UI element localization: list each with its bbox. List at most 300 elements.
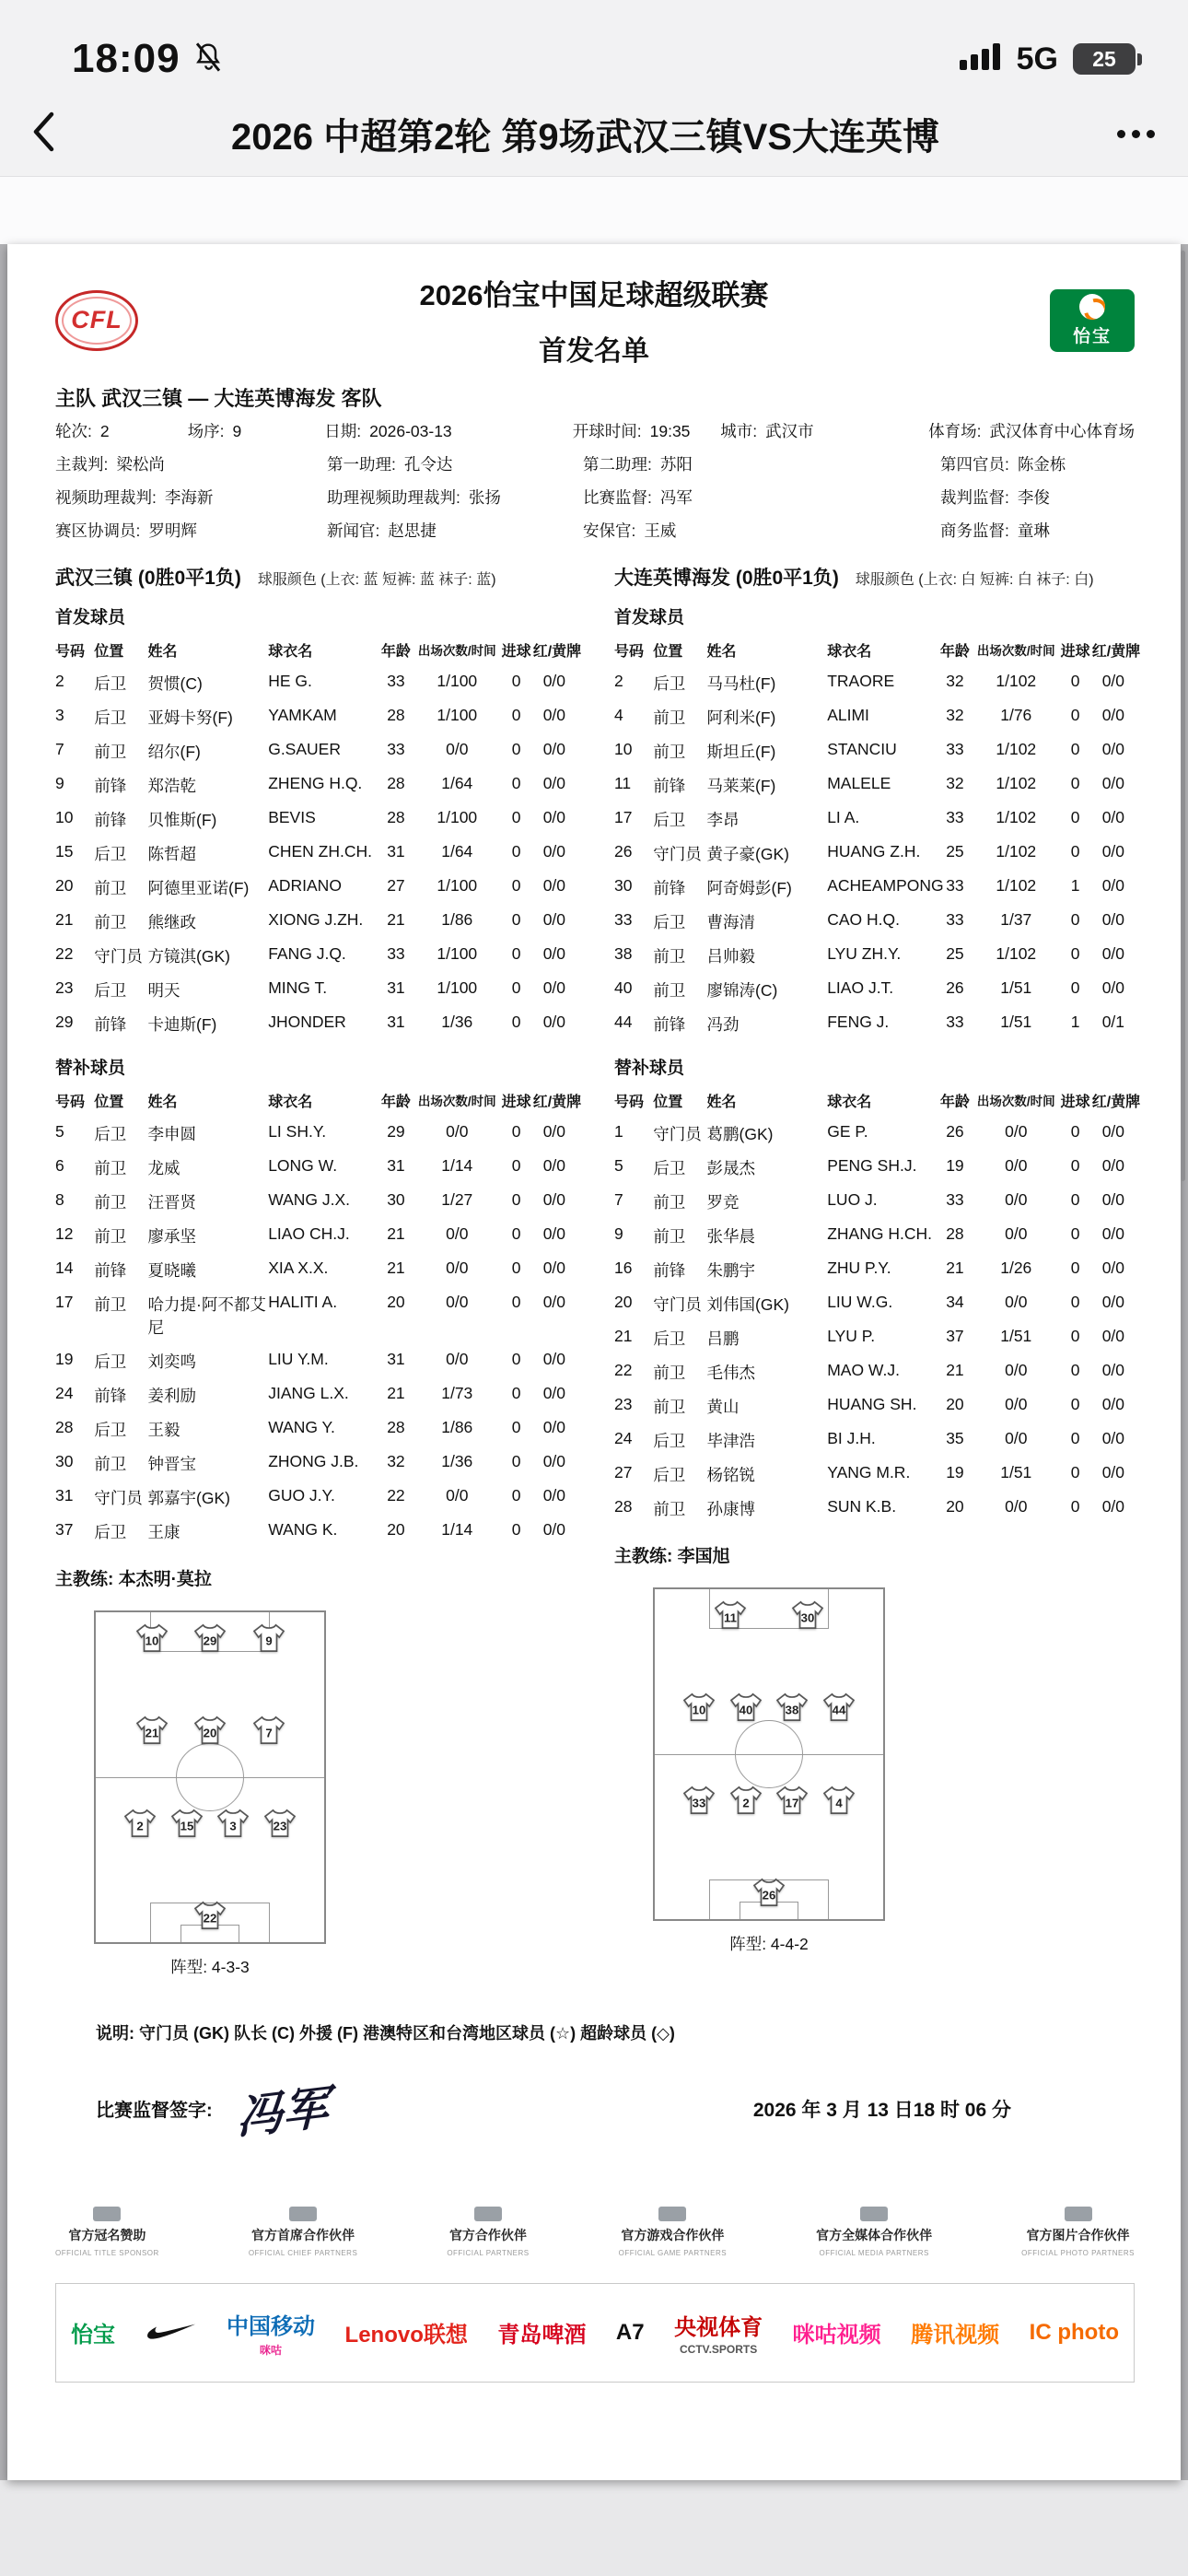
cell: 3	[55, 705, 64, 724]
cell: 前卫	[94, 1226, 127, 1246]
cell: 0	[511, 1258, 521, 1277]
info-pair	[573, 416, 721, 449]
cell: 0	[1070, 1224, 1080, 1243]
cell: 0	[511, 807, 521, 826]
partner-tier	[447, 2207, 529, 2257]
cell: ACHEAMPONG	[827, 875, 944, 895]
player-row	[614, 939, 1135, 973]
cell: 1/36	[441, 1451, 473, 1470]
cell: 0	[1070, 978, 1080, 997]
cell: 贝惟斯(F)	[147, 810, 217, 829]
info-value: 李俊	[1017, 487, 1050, 507]
cell: 罗竞	[706, 1192, 740, 1212]
info-value: 孔令达	[403, 454, 453, 474]
cell: 32	[946, 773, 964, 792]
cell: LIU W.G.	[827, 1292, 893, 1311]
col-header: 号码	[614, 1094, 645, 1110]
svg-text:38: 38	[786, 1703, 799, 1717]
cell: 0	[1070, 773, 1080, 792]
pitch-row	[670, 1786, 868, 1815]
player-shirt	[262, 1809, 297, 1838]
player-shirt	[134, 1715, 169, 1745]
player-shirt	[192, 1901, 227, 1930]
player-shirt	[751, 1878, 786, 1907]
info-pair	[940, 515, 1050, 548]
cell: 44	[614, 1012, 633, 1031]
player-row	[614, 973, 1135, 1007]
more-button[interactable]	[1115, 121, 1157, 147]
cell: 0/0	[1101, 1224, 1125, 1243]
cell: 钟晋宝	[147, 1454, 197, 1473]
info-pair	[55, 482, 327, 515]
supervisor-signature: 冯军	[236, 2078, 329, 2145]
formation-pitch-home	[94, 1610, 326, 1944]
cell: MING T.	[268, 978, 328, 997]
cell: 1/86	[441, 1417, 473, 1436]
network-label: 5G	[1016, 41, 1058, 76]
away-subs-table	[614, 1084, 1141, 1526]
tier-logo	[860, 2207, 888, 2221]
cell: 7	[614, 1189, 623, 1209]
col-header: 年龄	[939, 643, 970, 660]
col-header: 红/黄牌	[1091, 643, 1141, 660]
svg-text:26: 26	[762, 1888, 776, 1903]
cell: 21	[387, 909, 405, 929]
cell: 0/0	[1005, 1360, 1028, 1379]
cell: 21	[946, 1360, 964, 1379]
brand-label: 中国移动	[227, 2313, 316, 2339]
home-coach-line	[55, 1565, 576, 1590]
cell: 刘奕鸣	[147, 1352, 197, 1371]
col-header: 姓名	[706, 1094, 737, 1110]
cell: 阿利米(F)	[706, 708, 776, 727]
cell: 0/0	[542, 807, 566, 826]
document-viewer[interactable]	[0, 244, 1188, 2480]
cell: 前锋	[653, 776, 686, 795]
sheet-subtitle: 首发名单	[539, 336, 649, 367]
scrollbar[interactable]	[1181, 251, 1185, 1181]
cell: 阿奇姆彭(F)	[706, 878, 792, 897]
player-row	[55, 1446, 576, 1481]
cell: 0/0	[542, 1417, 566, 1436]
cell: 0/0	[542, 1383, 566, 1402]
center-circle	[735, 1720, 803, 1788]
cell: 0/0	[542, 1155, 566, 1175]
col-header: 号码	[614, 643, 645, 660]
yibao-ball-icon	[1079, 294, 1105, 320]
info-value: 19:35	[649, 422, 691, 440]
cell: 曹海清	[706, 912, 756, 931]
cell: 0/0	[1101, 1258, 1125, 1277]
player-row	[55, 666, 576, 700]
cell: 0	[511, 978, 521, 997]
cell: 0	[1070, 1258, 1080, 1277]
brand-sublabel: CCTV.SPORTS	[680, 2343, 758, 2356]
player-shirt	[122, 1809, 157, 1838]
cell: 李昂	[706, 810, 740, 829]
player-row	[614, 1389, 1135, 1423]
cell: 前卫	[653, 708, 686, 727]
cell: 吕帅毅	[706, 946, 756, 966]
player-row	[614, 666, 1135, 700]
cell: 20	[614, 1292, 633, 1311]
cell: 33	[387, 671, 405, 690]
svg-text:29: 29	[203, 1633, 217, 1648]
away-starters-table	[614, 634, 1141, 1041]
dot-icon	[1132, 130, 1140, 138]
svg-text:21: 21	[145, 1726, 158, 1740]
cell: 姜利励	[147, 1386, 197, 1405]
info-label: 商务监督:	[940, 521, 1009, 540]
sheet-header	[55, 272, 1135, 369]
cell: 0/0	[1101, 1394, 1125, 1413]
player-row	[55, 871, 576, 905]
cell: 前锋	[94, 1014, 127, 1034]
cell: 0	[511, 909, 521, 929]
cell: 0	[511, 739, 521, 758]
cell: 0/0	[1005, 1121, 1028, 1141]
table-header-row	[614, 634, 1135, 666]
cell: 前卫	[653, 946, 686, 966]
cell: 0/0	[1005, 1394, 1028, 1413]
cell: 王康	[147, 1522, 181, 1541]
player-row	[614, 905, 1135, 939]
cell: 斯坦丘(F)	[706, 742, 776, 761]
cell: 0	[511, 1451, 521, 1470]
cell: 21	[946, 1258, 964, 1277]
svg-text:2: 2	[741, 1796, 750, 1810]
cell: 0	[511, 1485, 521, 1505]
dot-icon	[1147, 130, 1155, 138]
partner-tier	[249, 2207, 357, 2257]
home-subs-label: 替补球员	[55, 1058, 126, 1078]
cell: 0	[1070, 1360, 1080, 1379]
svg-text:33: 33	[692, 1796, 706, 1810]
cell: 前卫	[653, 1363, 686, 1382]
cell: HUANG SH.	[827, 1394, 917, 1413]
col-header: 进球	[501, 1094, 531, 1110]
cell: 19	[946, 1462, 964, 1481]
formation-pitch-away	[653, 1587, 885, 1921]
pitch-row	[670, 1692, 868, 1722]
player-shirt	[775, 1692, 809, 1722]
col-header: 球衣名	[268, 1094, 313, 1110]
cell: 前卫	[653, 1397, 686, 1416]
home-formation-label: 阵型: 4-3-3	[170, 1957, 250, 1976]
cell: 20	[946, 1394, 964, 1413]
brand-logo-migu-video	[793, 2316, 881, 2348]
cell: 陈哲超	[147, 844, 197, 863]
cell: 孙康博	[706, 1499, 756, 1518]
cell: 21	[387, 1383, 405, 1402]
table-header-row	[55, 1084, 576, 1117]
cell: JIANG L.X.	[268, 1383, 349, 1402]
cell: 毛伟杰	[706, 1363, 756, 1382]
cell: 0	[511, 1349, 521, 1368]
cell: ZHU P.Y.	[827, 1258, 891, 1277]
svg-text:23: 23	[273, 1819, 287, 1833]
cell: 后卫	[653, 1329, 686, 1348]
col-header: 姓名	[147, 1094, 178, 1110]
player-shirt	[681, 1786, 716, 1815]
cell: 郭嘉宇(GK)	[147, 1488, 230, 1507]
notifications-off-icon	[193, 41, 223, 78]
cell: JHONDER	[268, 1012, 346, 1031]
cell: 28	[614, 1496, 633, 1516]
cell: 前卫	[653, 1226, 686, 1246]
cell: 守门员	[94, 946, 143, 966]
player-row	[614, 1355, 1135, 1389]
cell: 33	[946, 875, 964, 895]
cell: 朱鹏宇	[706, 1260, 756, 1280]
brand-label: 咪咕视频	[792, 2323, 881, 2348]
cell: LI A.	[827, 807, 860, 826]
player-row	[55, 1253, 576, 1287]
player-shirt	[251, 1715, 286, 1745]
info-label: 新闻官:	[327, 521, 380, 540]
brand-logo-lenovo	[345, 2316, 468, 2348]
player-shirt	[681, 1692, 716, 1722]
cell: 后卫	[94, 708, 127, 727]
cell: 1/51	[1000, 1012, 1032, 1031]
cell: BEVIS	[268, 807, 316, 826]
cell: 0/0	[542, 1189, 566, 1209]
cell: LUO J.	[827, 1189, 878, 1209]
cell: 廖锦涛(C)	[706, 980, 778, 1000]
cell: XIA X.X.	[268, 1258, 329, 1277]
cell: 4	[614, 705, 623, 724]
cell: 后卫	[653, 1158, 686, 1177]
brand-label: IC photo	[1029, 2319, 1119, 2345]
cell: PENG SH.J.	[827, 1155, 917, 1175]
away-kit-colors: 球服颜色 (上衣: 白 短裤: 白 袜子: 白)	[855, 571, 1094, 588]
cell: 守门员	[94, 1488, 143, 1507]
cell: 0/0	[1005, 1155, 1028, 1175]
cell: 前锋	[653, 1260, 686, 1280]
cell: 0/0	[1101, 909, 1125, 929]
cell: 1/36	[441, 1012, 473, 1031]
home-coach-name: 本杰明·莫拉	[118, 1569, 212, 1589]
cell: STANCIU	[827, 739, 897, 758]
cell: 26	[946, 978, 964, 997]
tier-logo	[289, 2207, 317, 2221]
cell: 27	[387, 875, 405, 895]
cell: 熊继政	[147, 912, 197, 931]
cell: 贺惯(C)	[147, 673, 203, 693]
partner-tier	[1021, 2207, 1135, 2257]
yibao-logo-text: 怡宝	[1072, 326, 1112, 346]
svg-text:10: 10	[692, 1703, 706, 1717]
cell: 11	[614, 773, 632, 792]
cell: BI J.H.	[827, 1428, 876, 1447]
cell: 0	[511, 1383, 521, 1402]
info-value: 王威	[644, 521, 677, 540]
cell: 26	[946, 1121, 964, 1141]
cell: 廖承坚	[147, 1226, 197, 1246]
cell: 0/0	[542, 1292, 566, 1311]
cell: 0/0	[1101, 1155, 1125, 1175]
cell: 1	[614, 1121, 623, 1141]
brand-logo-ic-photo	[1030, 2320, 1119, 2346]
cell: 汪晋贤	[147, 1192, 197, 1212]
info-pair	[327, 449, 583, 482]
col-header: 红/黄牌	[1091, 1094, 1141, 1110]
cell: 32	[946, 705, 964, 724]
pitch-row	[670, 1600, 868, 1630]
cell: 33	[614, 909, 633, 929]
cell: 0	[1070, 807, 1080, 826]
cell: 0/0	[542, 1258, 566, 1277]
cell: 前锋	[653, 1014, 686, 1034]
cell: 30	[387, 1189, 405, 1209]
col-header: 号码	[55, 1094, 86, 1110]
cell: 前卫	[653, 980, 686, 1000]
cell: 0/0	[1101, 1292, 1125, 1311]
cell: 彭晟杰	[706, 1158, 756, 1177]
cell: 28	[387, 1417, 405, 1436]
cell: 0	[511, 1519, 521, 1539]
cfl-logo	[55, 290, 138, 351]
cell: 后卫	[94, 1352, 127, 1371]
cell: 1/64	[441, 773, 473, 792]
cell: 31	[387, 841, 405, 861]
player-shirt	[821, 1692, 856, 1722]
cell: 16	[614, 1258, 633, 1277]
away-team-name: 大连英博海发 (0胜0平1负)	[614, 567, 839, 589]
cell: 20	[946, 1496, 964, 1516]
info-label: 场序:	[187, 422, 225, 440]
cell: 0/0	[542, 773, 566, 792]
cell: 明天	[147, 980, 181, 1000]
cell: 张华晨	[706, 1226, 756, 1246]
player-row	[55, 905, 576, 939]
cell: 0	[511, 773, 521, 792]
col-header: 进球	[501, 643, 531, 660]
info-pair	[55, 449, 327, 482]
cell: 32	[946, 671, 964, 690]
cell: 0/0	[542, 943, 566, 963]
cell: 20	[55, 875, 74, 895]
cell: 22	[55, 943, 74, 963]
cell: 21	[55, 909, 74, 929]
cell: 1/26	[1000, 1258, 1032, 1277]
player-row	[55, 1007, 576, 1041]
back-button[interactable]	[31, 111, 55, 158]
cell: 0/0	[542, 739, 566, 758]
player-row	[55, 1185, 576, 1219]
cell: 0	[1070, 1394, 1080, 1413]
cell: 1	[1070, 875, 1080, 895]
cell: ZHENG H.Q.	[268, 773, 363, 792]
info-label: 比赛监督:	[583, 487, 652, 507]
info-value: 苏阳	[659, 454, 693, 474]
cell: 0/0	[1101, 773, 1125, 792]
cell: 1/102	[996, 739, 1037, 758]
player-row	[614, 768, 1135, 802]
cell: 0/1	[1101, 1012, 1125, 1031]
cell: 34	[946, 1292, 964, 1311]
battery-percent: 25	[1092, 46, 1116, 71]
cell: 9	[614, 1224, 623, 1243]
cell: 7	[55, 739, 64, 758]
sheet-titles	[138, 272, 1050, 369]
player-row	[614, 1492, 1135, 1526]
cell: 0	[511, 1292, 521, 1311]
info-label: 第一助理:	[327, 454, 396, 474]
player-row	[614, 1117, 1135, 1151]
cell: 1/100	[437, 705, 478, 724]
col-header: 红/黄牌	[532, 1094, 582, 1110]
tier-label-en: OFFICIAL MEDIA PARTNERS	[819, 2248, 929, 2257]
tier-label-en: OFFICIAL CHIEF PARTNERS	[248, 2248, 358, 2257]
away-subs-label: 替补球员	[614, 1058, 685, 1078]
cell: 龙威	[147, 1158, 181, 1177]
bottom-band	[0, 2480, 1188, 2576]
cell: 0/0	[542, 909, 566, 929]
tier-label-en: OFFICIAL GAME PARTNERS	[618, 2248, 728, 2257]
var-officials-row	[55, 482, 1135, 515]
player-shirt	[728, 1786, 763, 1815]
cell: 0/0	[446, 1258, 469, 1277]
player-row	[614, 1423, 1135, 1458]
cell: 21	[387, 1258, 405, 1277]
tier-label: 官方游戏合作伙伴	[621, 2227, 725, 2242]
info-value: 冯军	[659, 487, 693, 507]
info-value: 赵思捷	[388, 521, 437, 540]
info-label: 第四官员:	[940, 454, 1009, 474]
cell: 0	[1070, 739, 1080, 758]
page-title: 2026 中超第2轮 第9场武汉三镇VS大连英博	[230, 117, 940, 158]
cell: 0/0	[446, 1121, 469, 1141]
info-pair	[327, 515, 583, 548]
svg-text:3: 3	[229, 1819, 238, 1833]
away-formation-label: 阵型: 4-4-2	[729, 1934, 809, 1953]
cell: 22	[387, 1485, 405, 1505]
cell: 0/0	[1101, 739, 1125, 758]
info-value: 童琳	[1017, 521, 1050, 540]
svg-text:9: 9	[264, 1633, 273, 1648]
cell: 1/102	[996, 943, 1037, 963]
cell: ZHANG H.CH.	[827, 1224, 932, 1243]
cell: 30	[614, 875, 633, 895]
cell: 0/0	[542, 875, 566, 895]
brand-sublabel: 咪咕	[260, 2343, 283, 2357]
info-pair	[583, 515, 940, 548]
cell: 2	[614, 671, 623, 690]
col-header: 进球	[1060, 643, 1090, 660]
col-header: 球衣名	[268, 643, 313, 660]
brand-label: 腾讯视频	[911, 2323, 1000, 2348]
cell: 前卫	[94, 742, 127, 761]
player-row	[55, 837, 576, 871]
info-pair	[583, 449, 940, 482]
cell: 0	[1070, 1496, 1080, 1516]
cell: 毕津浩	[706, 1431, 756, 1450]
cell: 33	[387, 943, 405, 963]
cell: 吕鹏	[706, 1329, 740, 1348]
cell: 后卫	[94, 673, 127, 693]
col-header: 位置	[94, 1094, 124, 1110]
brand-logo-tencent-video	[911, 2316, 999, 2348]
dot-icon	[1117, 130, 1125, 138]
info-value: 陈金栋	[1017, 454, 1066, 474]
cell: 1/100	[437, 875, 478, 895]
home-subs-table	[55, 1084, 582, 1549]
player-shirt	[192, 1623, 227, 1653]
cell: 0	[1070, 1326, 1080, 1345]
cell: 0	[511, 671, 521, 690]
cell: 守门员	[653, 844, 702, 863]
